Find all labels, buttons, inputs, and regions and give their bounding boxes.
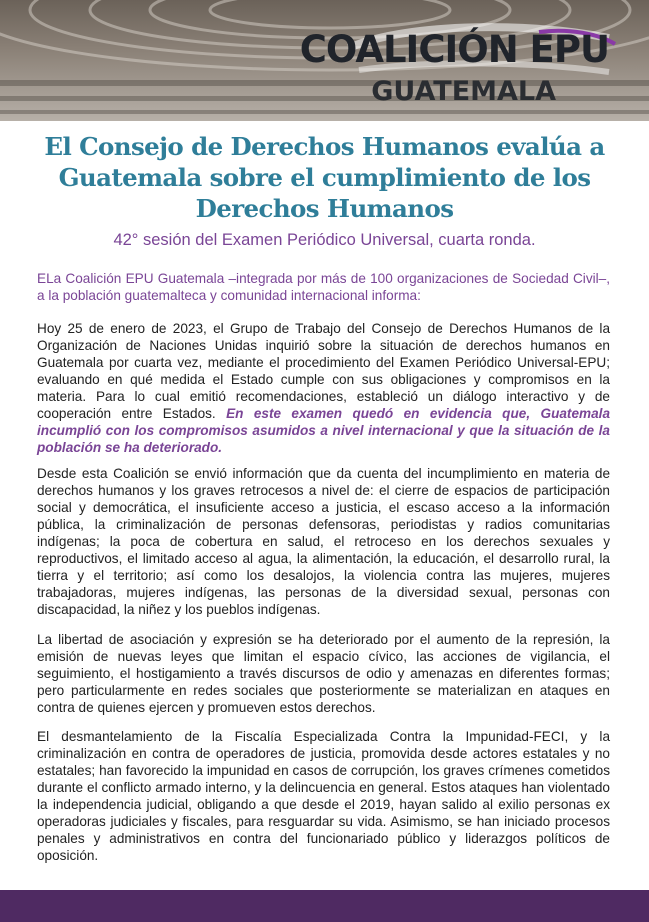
logo-coalicion-epu: COALICIÓN EPU <box>299 28 609 71</box>
paragraph-1 <box>37 320 610 456</box>
paragraph-1-text: Hoy 25 de enero de 2023, el Grupo de Trabajo del Consejo de Derechos Humanos de la Organización de Naciones Unidas inquirió sobre la situación de derechos humanos en Guatemala por cuarta vez, mediante el procedimiento del Examen Periódico Universal-EPU; evaluando en qué medida el Estado cumple con sus obligaciones y compromisos en la materia. Para lo cual emitió recomendaciones, estableció un diálogo interactivo y de cooperación entre Estados. <box>37 321 610 421</box>
paragraph-1-highlight: En este examen quedó en evidencia que, Guatemala incumplió con los compromisos asumidos a nivel internacional y que la situación de la población se ha deteriorado. <box>37 406 611 455</box>
page-title: El Consejo de Derechos Humanos evalúa a Guatemala sobre el cumplimiento de los Derechos Humanos <box>44 132 605 223</box>
header-banner <box>0 0 649 121</box>
paragraph-3: La libertad de asociación y expresión se ha deteriorado por el aumento de la represión, la emisión de nuevas leyes que limitan el espacio cívico, las acciones de vigilancia, el seguimiento, el hostigamiento a través discursos de odio y amenazas en diferentes formas; pero particularmente en redes sociales que posteriormente se materializan en ataques en contra de quienes ejercen y promueven estos derechos. <box>37 632 610 715</box>
footer-bar <box>0 890 649 922</box>
paragraph-2: Desde esta Coalición se envió información que da cuenta del incumplimiento en materia de derechos humanos y los graves retrocesos a nivel de: el cierre de espacios de participación social y democrática, el insuficiente acceso a justicia, el escaso acceso a la información pública, la criminalización de personas defensoras, periodistas y radios comunitarias indígenas; la poca de cobertura en salud, el retroceso en los derechos sexuales y reproductivos, el limitado acceso al agua, la alimentación, la educación, el desarrollo rural, la tierra y el territorio; así como los desalojos, la violencia contra las mujeres, mujeres trabajadoras, mujeres indígenas, las personas de la diversidad sexual, personas con discapacidad, la niñez y los pueblos indígenas. <box>37 466 610 617</box>
logo-guatemala: GUATEMALA <box>371 76 556 107</box>
page-subtitle: 42° sesión del Examen Periódico Universal, cuarta ronda. <box>113 231 536 249</box>
intro-paragraph: ELa Coalición EPU Guatemala –integrada por más de 100 organizaciones de Sociedad Civil–, a la población guatemalteca y comunidad internacional informa: <box>37 271 610 303</box>
paragraph-4: El desmantelamiento de la Fiscalía Especializada Contra la Impunidad-FECI, y la criminalización en contra de operadores de justicia, promovida desde actores estatales y no estatales; han favorecido la impunidad en casos de corrupción, los graves crímenes cometidos durante el conflicto armado interno, y la delincuencia en general. Estos ataques han violentado la independencia judicial, obligando a que desde el 2019, hayan salido al exilio personas ex operadoras judiciales y fiscales, para resguardar su vida. Asimismo, se han iniciado procesos penales y administrativos en contra del funcionariado público y liderazgos políticos de oposición. <box>37 729 610 863</box>
